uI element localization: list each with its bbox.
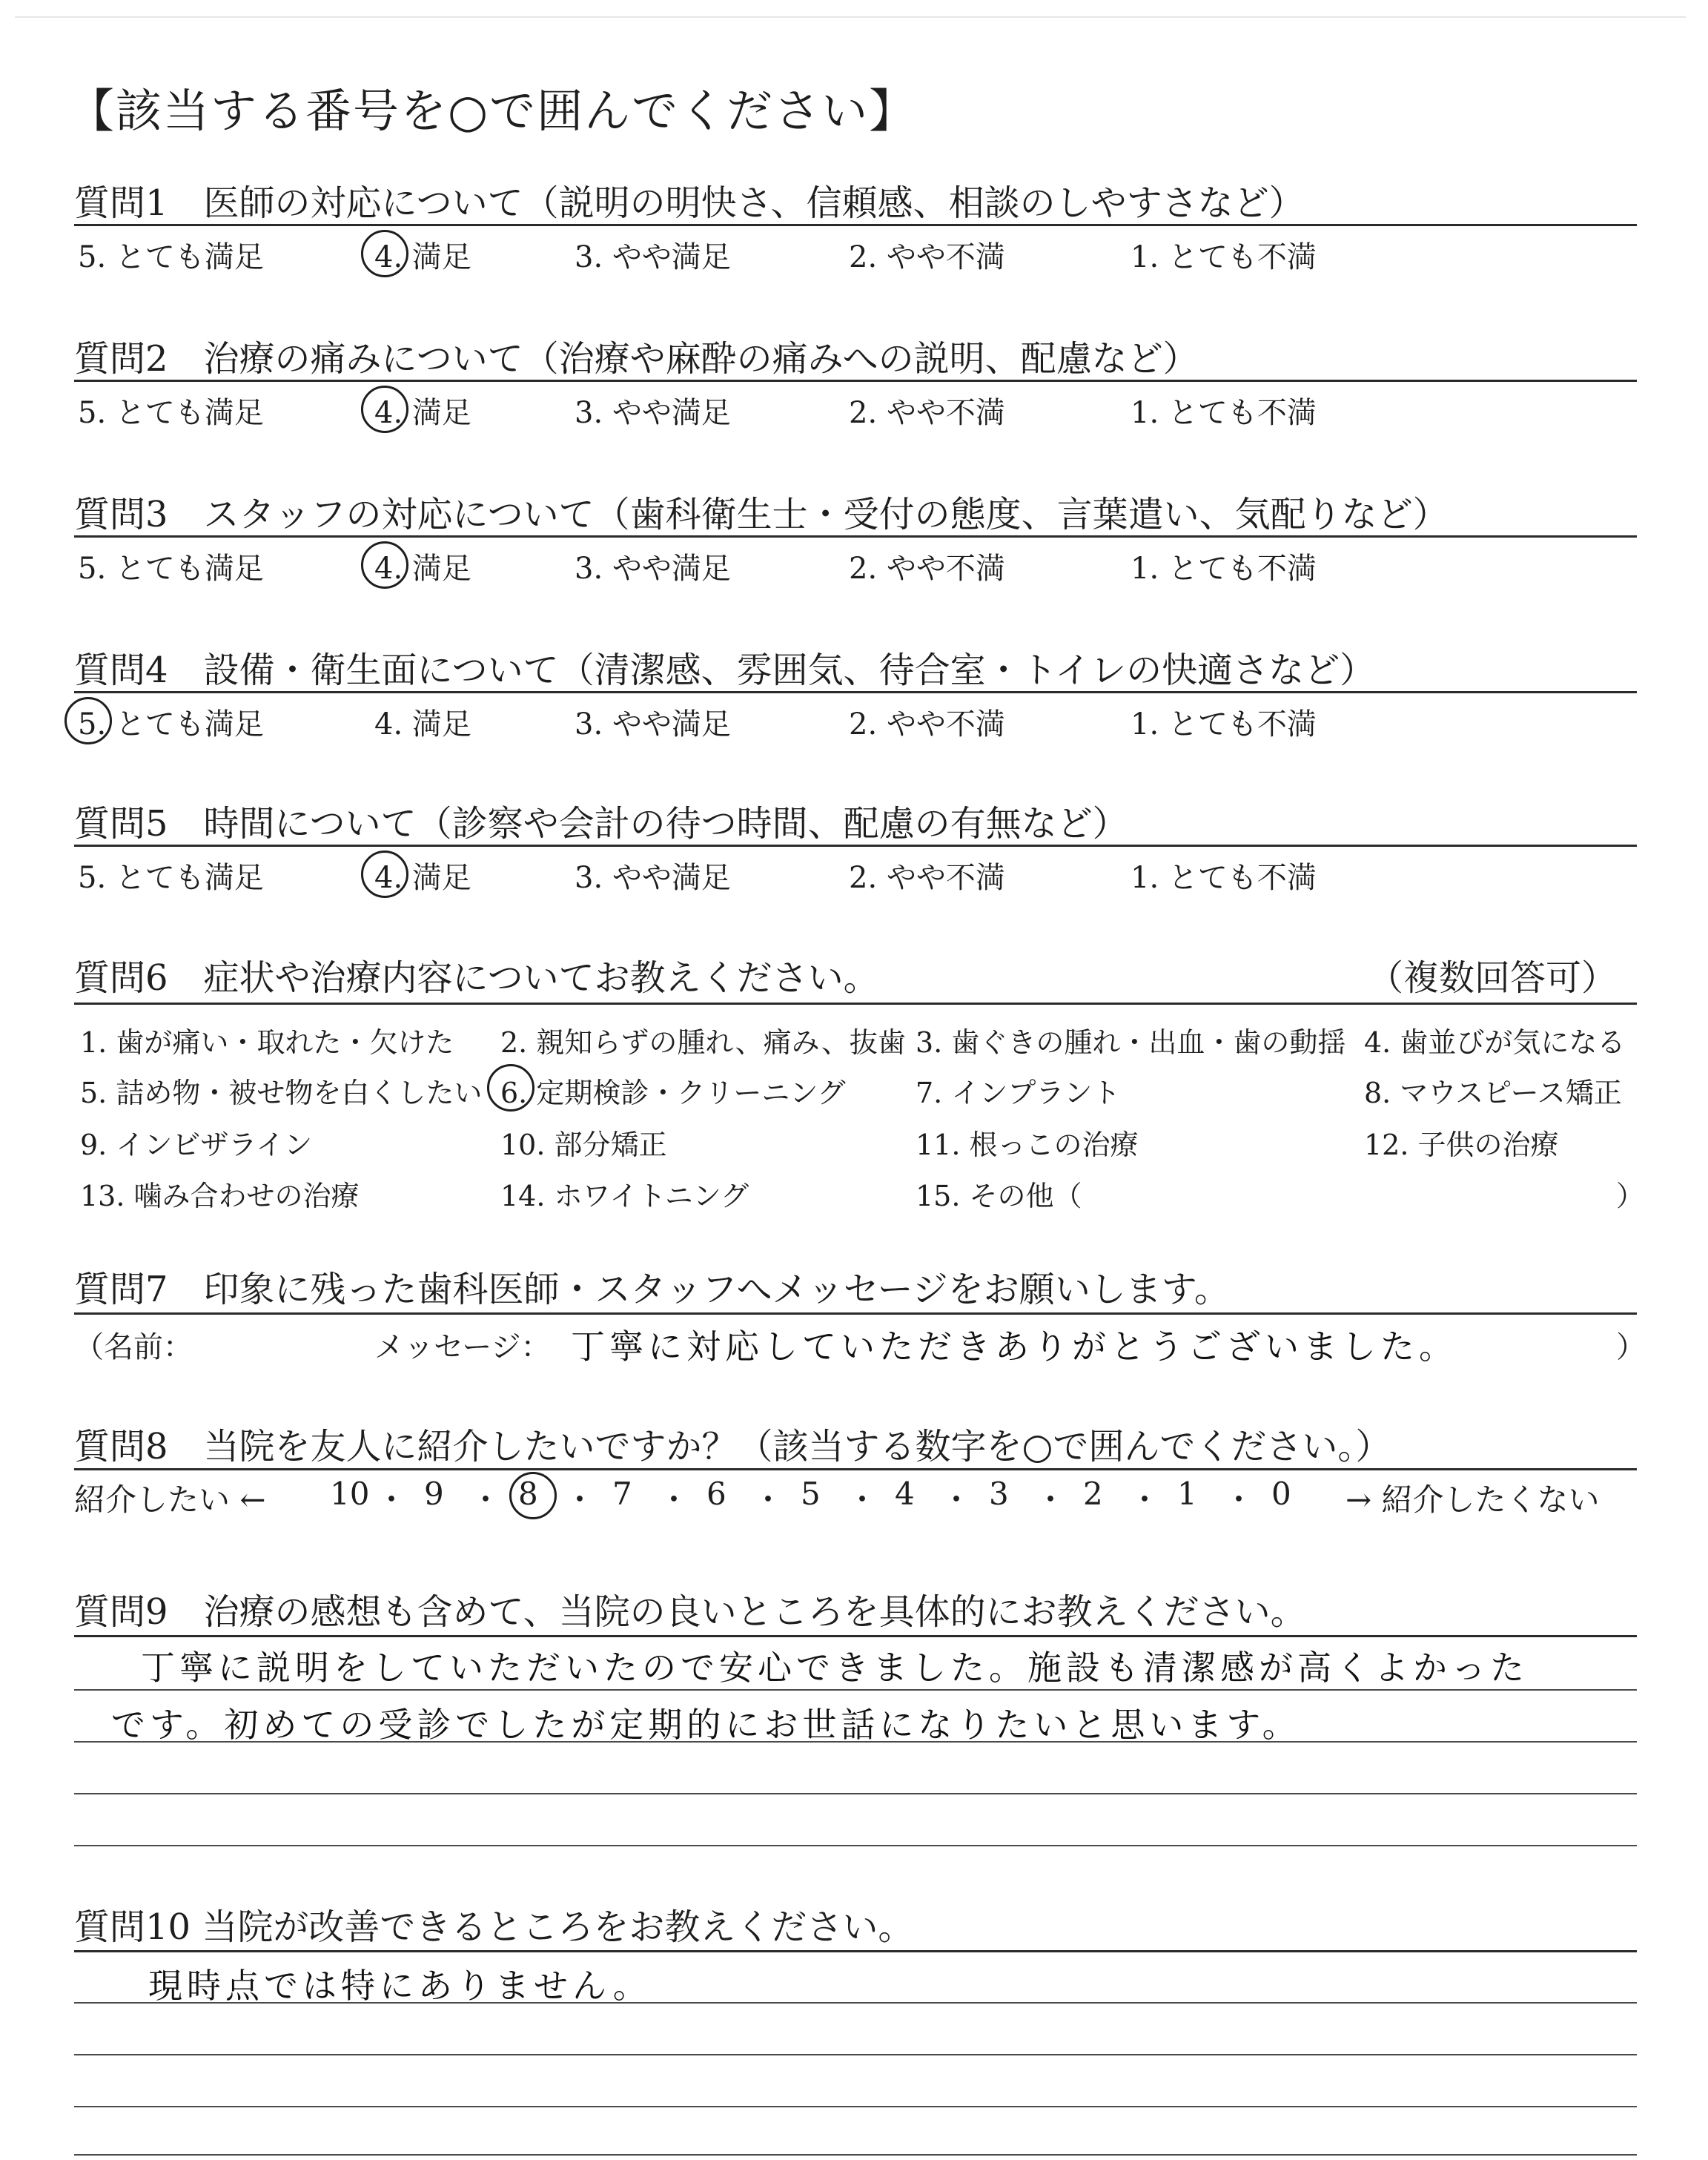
q9-answer-line-2: です。初めての受診でしたが定期的にお世話になりたいと思います。 <box>111 1705 1301 1745</box>
q8-heading: 質問8 当院を友人に紹介したいですか？（該当する数字を○で囲んでください。） <box>74 1426 1391 1467</box>
q5-option-3[interactable]: 3. やや満足 <box>575 861 731 895</box>
q3-rule <box>74 535 1637 538</box>
q8-scale-dot: ・ <box>1035 1482 1067 1518</box>
q10-line-3 <box>74 2054 1637 2055</box>
q4-selected-circle <box>64 697 112 744</box>
q9-line-5 <box>74 1845 1637 1846</box>
q4-heading: 質問4 設備・衛生面について（清潔感、雰囲気、待合室・トイレの快適さなど） <box>74 650 1376 691</box>
q2-option-5[interactable]: 5. とても満足 <box>78 396 264 430</box>
q8-scale-dot: ・ <box>564 1482 596 1518</box>
q4-option-1[interactable]: 1. とても不満 <box>1131 707 1317 742</box>
q9-heading: 質問9 治療の感想も含めて、当院の良いところを具体的にお教えください。 <box>74 1591 1306 1633</box>
q6-other-close-paren: ） <box>1616 1180 1645 1212</box>
q6-rule <box>74 1003 1637 1005</box>
q8-left-label: 紹介したい ← <box>74 1482 266 1518</box>
q8-scale-dot: ・ <box>752 1482 784 1518</box>
q8-scale-4[interactable]: 4 <box>895 1476 915 1512</box>
q5-heading: 質問5 時間について（診察や会計の待つ時間、配慮の有無など） <box>74 803 1128 845</box>
q3-option-2[interactable]: 2. やや不満 <box>849 552 1005 586</box>
q3-option-1[interactable]: 1. とても不満 <box>1131 552 1317 586</box>
q3-selected-circle <box>361 541 408 589</box>
q7-message-label: メッセージ： <box>374 1330 551 1364</box>
q5-rule <box>74 845 1637 847</box>
q8-scale-dot: ・ <box>376 1482 408 1518</box>
q8-scale-dot: ・ <box>1129 1482 1161 1518</box>
q6-heading: 質問6 症状や治療内容についてお教えください。 <box>74 957 879 999</box>
q2-heading: 質問2 治療の痛みについて（治療や麻酔の痛みへの説明、配慮など） <box>74 338 1199 380</box>
q4-option-3[interactable]: 3. やや満足 <box>575 707 731 742</box>
q5-option-4[interactable]: 4. 満足 <box>374 861 471 895</box>
q6-selected-circle <box>487 1064 534 1112</box>
q8-scale-dot: ・ <box>470 1482 502 1518</box>
q1-option-2[interactable]: 2. やや不満 <box>849 240 1005 274</box>
q1-option-3[interactable]: 3. やや満足 <box>575 240 731 274</box>
q2-selected-circle <box>361 386 408 433</box>
q1-selected-circle <box>361 230 408 277</box>
q8-scale-5[interactable]: 5 <box>801 1476 821 1512</box>
q9-line-4 <box>74 1793 1637 1794</box>
q2-option-4[interactable]: 4. 満足 <box>374 396 471 430</box>
q1-option-4[interactable]: 4. 満足 <box>374 240 471 274</box>
scan-top-edge <box>15 16 1686 18</box>
q2-option-3[interactable]: 3. やや満足 <box>575 396 731 430</box>
q2-rule <box>74 380 1637 382</box>
q1-option-1[interactable]: 1. とても不満 <box>1131 240 1317 274</box>
q6-option-3[interactable]: 3. 歯ぐきの腫れ・出血・歯の動揺 <box>916 1026 1346 1059</box>
q8-scale-1[interactable]: 1 <box>1177 1476 1197 1512</box>
q1-rule <box>74 224 1637 226</box>
q4-option-4[interactable]: 4. 満足 <box>374 707 471 742</box>
q6-option-1[interactable]: 1. 歯が痛い・取れた・欠けた <box>80 1026 454 1059</box>
q7-message-handwritten: 丁寧に対応していただきありがとうございました。 <box>571 1327 1457 1367</box>
q10-line-5 <box>74 2154 1637 2156</box>
q8-scale-8[interactable]: 8 <box>518 1476 538 1512</box>
q8-scale-2[interactable]: 2 <box>1083 1476 1103 1512</box>
q8-rule <box>74 1468 1637 1470</box>
q7-heading: 質問7 印象に残った歯科医師・スタッフへメッセージをお願いします。 <box>74 1269 1230 1310</box>
page-title: 【該当する番号を○で囲んでください】 <box>68 84 917 138</box>
q6-option-4[interactable]: 4. 歯並びが気になる <box>1364 1026 1626 1059</box>
q6-option-10[interactable]: 10. 部分矯正 <box>500 1129 667 1161</box>
q6-multi-note: （複数回答可） <box>1368 957 1618 999</box>
q9-answer-line-1: 丁寧に説明をしていただいたので安心できました。施設も清潔感が高くよかった <box>141 1648 1529 1688</box>
q5-selected-circle <box>361 851 408 898</box>
q8-selected-circle <box>509 1472 557 1519</box>
q10-heading: 質問10 当院が改善できるところをお教えください。 <box>74 1906 914 1948</box>
q6-option-12[interactable]: 12. 子供の治療 <box>1364 1129 1559 1161</box>
q1-heading: 質問1 医師の対応について（説明の明快さ、信頼感、相談のしやすさなど） <box>74 182 1305 224</box>
q8-scale-6[interactable]: 6 <box>706 1476 726 1512</box>
q3-option-3[interactable]: 3. やや満足 <box>575 552 731 586</box>
q6-option-7[interactable]: 7. インプラント <box>916 1077 1121 1109</box>
q7-rule <box>74 1312 1637 1315</box>
q6-option-6[interactable]: 6. 定期検診・クリーニング <box>500 1077 846 1109</box>
q7-close-paren: ） <box>1616 1330 1646 1364</box>
q8-scale-dot: ・ <box>941 1482 973 1518</box>
q6-option-9[interactable]: 9. インビザライン <box>80 1129 313 1161</box>
q2-option-2[interactable]: 2. やや不満 <box>849 396 1005 430</box>
q5-option-1[interactable]: 1. とても不満 <box>1131 861 1317 895</box>
q6-option-15[interactable]: 15. その他（ <box>916 1180 1082 1212</box>
q8-scale-10[interactable]: 10 <box>330 1476 370 1512</box>
q10-rule <box>74 1950 1637 1952</box>
q8-scale-9[interactable]: 9 <box>424 1476 444 1512</box>
q6-option-2[interactable]: 2. 親知らずの腫れ、痛み、抜歯 <box>500 1026 906 1059</box>
q8-scale-0[interactable]: 0 <box>1271 1476 1291 1512</box>
q5-option-2[interactable]: 2. やや不満 <box>849 861 1005 895</box>
q8-scale-dot: ・ <box>847 1482 878 1518</box>
q3-option-4[interactable]: 4. 満足 <box>374 552 471 586</box>
q6-option-11[interactable]: 11. 根っこの治療 <box>916 1129 1139 1161</box>
q8-scale-dot: ・ <box>658 1482 690 1518</box>
q8-scale-7[interactable]: 7 <box>612 1476 632 1512</box>
q4-option-2[interactable]: 2. やや不満 <box>849 707 1005 742</box>
q9-rule <box>74 1635 1637 1637</box>
q4-rule <box>74 691 1637 693</box>
q6-option-13[interactable]: 13. 噛み合わせの治療 <box>80 1180 360 1212</box>
q3-heading: 質問3 スタッフの対応について（歯科衛生士・受付の態度、言葉遣い、気配りなど） <box>74 494 1449 535</box>
q5-option-5[interactable]: 5. とても満足 <box>78 861 264 895</box>
q2-option-1[interactable]: 1. とても不満 <box>1131 396 1317 430</box>
q10-line-4 <box>74 2106 1637 2107</box>
q10-answer-line-1: 現時点では特にありません。 <box>148 1966 652 2006</box>
q8-right-label: → 紹介したくない <box>1345 1482 1600 1518</box>
q8-scale-3[interactable]: 3 <box>989 1476 1009 1512</box>
q4-option-5[interactable]: 5. とても満足 <box>78 707 264 742</box>
q7-name-label: （名前： <box>74 1330 193 1364</box>
q6-option-8[interactable]: 8. マウスピース矯正 <box>1364 1077 1622 1109</box>
q8-scale-dot: ・ <box>1223 1482 1255 1518</box>
q6-option-5[interactable]: 5. 詰め物・被せ物を白くしたい <box>80 1077 483 1109</box>
q6-option-14[interactable]: 14. ホワイトニング <box>500 1180 749 1212</box>
q3-option-5[interactable]: 5. とても満足 <box>78 552 264 586</box>
q1-option-5[interactable]: 5. とても満足 <box>78 240 264 274</box>
